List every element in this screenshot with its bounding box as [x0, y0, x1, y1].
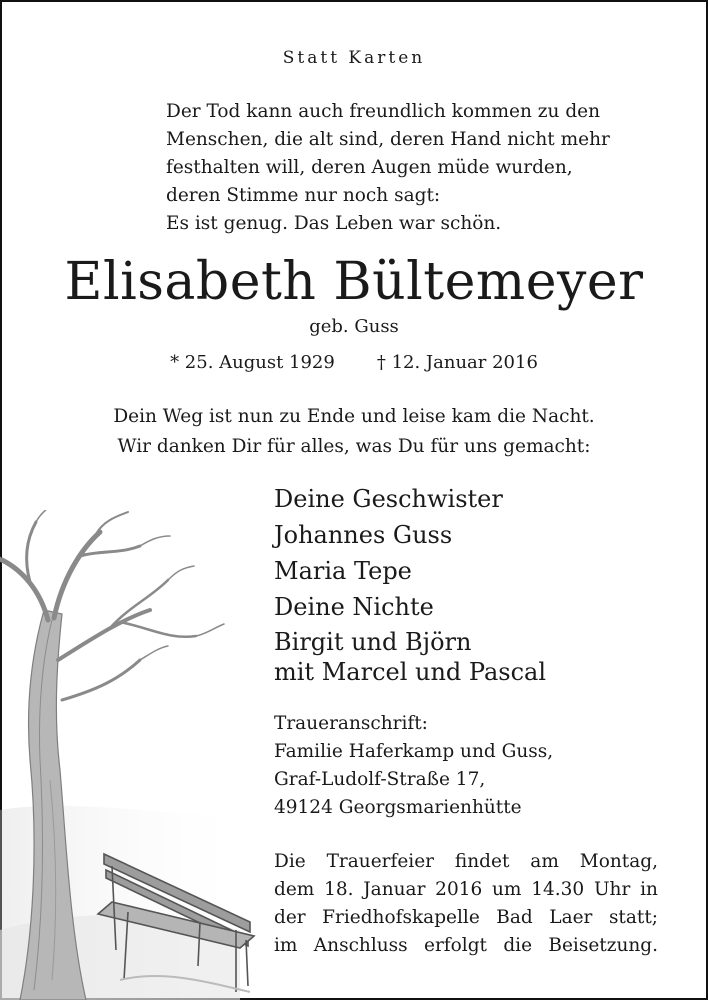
service-word: Montag, [579, 851, 658, 872]
poem-line: Der Tod kann auch freundlich kommen zu den [166, 101, 601, 122]
service-word: 2016 [435, 879, 483, 900]
service-word: findet [454, 851, 510, 872]
poem-line: festhalten will, deren Augen müde wurden, [166, 157, 573, 178]
service-word: 18. [324, 879, 354, 900]
service-line [274, 876, 658, 904]
service-word: am [530, 851, 559, 872]
funeral-service-info [274, 848, 658, 960]
service-word: die [503, 935, 533, 956]
deceased-name: Elisabeth Bültemeyer [64, 252, 644, 312]
death-date: † 12. Januar 2016 [376, 352, 538, 373]
family-line: Deine Nichte [274, 593, 434, 621]
service-word: Beisetzung. [548, 935, 658, 956]
service-word: Trauerfeier [326, 851, 435, 872]
mourning-address [274, 710, 553, 822]
thanks-line: Dein Weg ist nun zu Ende und leise kam die Nacht. [113, 406, 595, 427]
service-line [274, 904, 658, 932]
service-line [274, 848, 658, 876]
service-word: in [640, 879, 658, 900]
birth-name: geb. Guss [309, 316, 399, 337]
service-word: dem [274, 879, 315, 900]
address-line: 49124 Georgsmarienhütte [274, 797, 522, 818]
service-word: statt; [608, 907, 658, 928]
service-word: 14.30 [531, 879, 585, 900]
service-word: Laer [549, 907, 593, 928]
service-word: der [274, 907, 306, 928]
family-line: Maria Tepe [274, 557, 412, 585]
service-word: um [492, 879, 522, 900]
family-line: Birgit und Björn [274, 628, 472, 656]
poem-line: Menschen, die alt sind, deren Hand nicht mehr [166, 129, 610, 150]
service-word: Uhr [593, 879, 631, 900]
address-line: Familie Haferkamp und Guss, [274, 741, 554, 762]
service-word: Die [274, 851, 306, 872]
header-statt-karten: Statt Karten [282, 48, 426, 68]
family-line: Deine Geschwister [274, 485, 503, 513]
service-line [274, 932, 658, 960]
poem-line: deren Stimme nur noch sagt: [166, 185, 441, 206]
service-word: Januar [363, 879, 426, 900]
address-line: Traueranschrift: [274, 713, 428, 734]
life-dates [0, 352, 708, 373]
thanks-verse [0, 402, 708, 462]
address-line: Graf-Ludolf-Straße 17, [274, 769, 486, 790]
service-word: erfolgt [424, 935, 487, 956]
service-word: im [274, 935, 298, 956]
service-word: Friedhofskapelle [322, 907, 480, 928]
service-word: Bad [496, 907, 533, 928]
poem [166, 98, 610, 238]
tree-and-bench-icon [0, 510, 260, 1000]
service-word: Anschluss [313, 935, 408, 956]
family-line: Johannes Guss [274, 521, 453, 549]
birth-date: * 25. August 1929 [170, 352, 335, 373]
poem-line: Es ist genug. Das Leben war schön. [166, 213, 502, 234]
family-line: mit Marcel und Pascal [274, 658, 547, 686]
thanks-line: Wir danken Dir für alles, was Du für uns gemacht: [117, 436, 591, 457]
family-list [274, 481, 546, 687]
